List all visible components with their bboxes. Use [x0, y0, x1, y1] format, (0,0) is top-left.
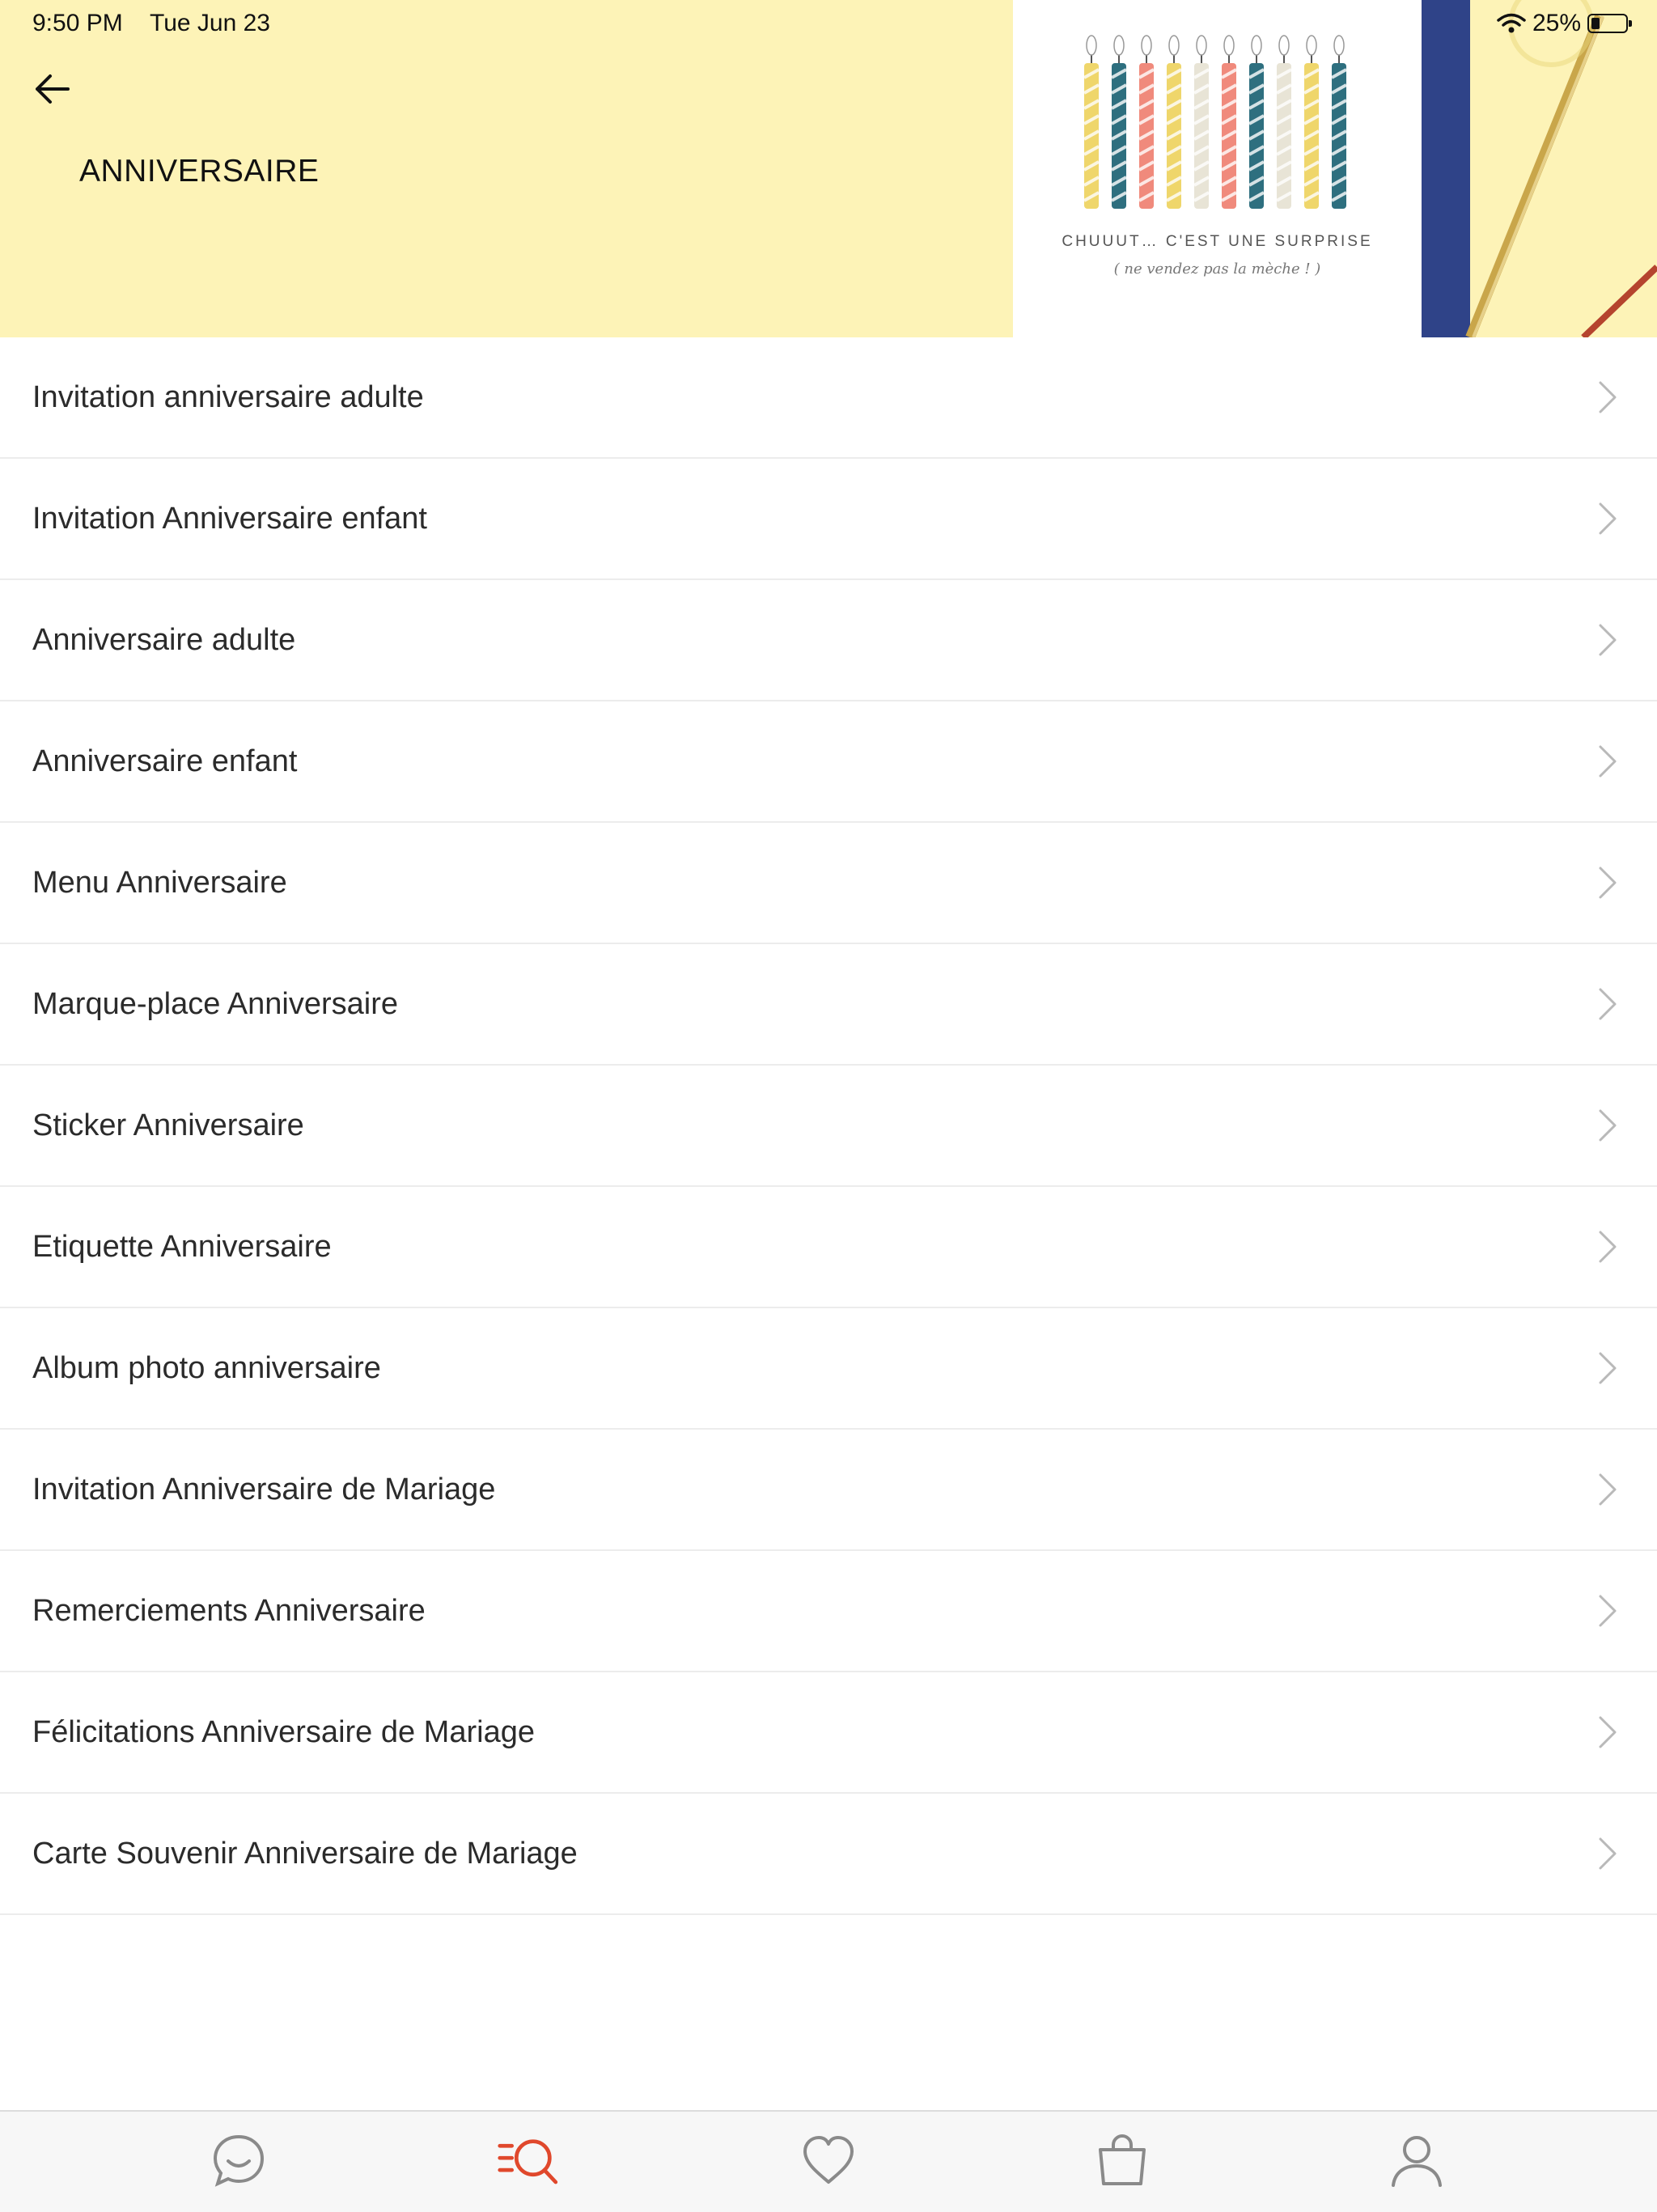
bottom-tab-bar	[0, 2110, 1657, 2212]
category-label: Invitation anniversaire adulte	[32, 379, 424, 414]
category-row[interactable]	[0, 1672, 1657, 1794]
back-button[interactable]	[28, 65, 76, 113]
category-label: Carte Souvenir Anniversaire de Mariage	[32, 1836, 578, 1871]
category-label: Anniversaire adulte	[32, 622, 296, 657]
category-list	[0, 337, 1657, 1915]
search-menu-icon	[497, 2132, 565, 2189]
category-row[interactable]	[0, 701, 1657, 823]
category-row[interactable]	[0, 1308, 1657, 1430]
chat-bubble-icon	[210, 2132, 267, 2189]
page-title: ANNIVERSAIRE	[79, 154, 320, 189]
chevron-right-icon	[1597, 1714, 1618, 1750]
battery-level	[1591, 18, 1600, 29]
chevron-right-icon	[1597, 1350, 1618, 1386]
category-label: Marque-place Anniversaire	[32, 986, 399, 1021]
profile-icon	[1388, 2132, 1445, 2189]
chevron-right-icon	[1597, 1593, 1618, 1629]
category-label: Invitation Anniversaire enfant	[32, 501, 427, 536]
banner-card-image	[1013, 0, 1422, 337]
heart-icon	[800, 2132, 857, 2189]
battery-icon	[1587, 14, 1628, 33]
arrow-left-icon	[32, 73, 71, 105]
banner-text-line2: ( ne vendez pas la mèche ! )	[1113, 261, 1321, 278]
category-row[interactable]	[0, 1794, 1657, 1915]
category-row[interactable]	[0, 823, 1657, 944]
chevron-right-icon	[1597, 744, 1618, 779]
category-row[interactable]	[0, 944, 1657, 1066]
chevron-right-icon	[1597, 622, 1618, 658]
status-time: 9:50 PM	[32, 10, 123, 36]
category-row[interactable]	[0, 1066, 1657, 1187]
category-row[interactable]	[0, 337, 1657, 459]
category-label: Félicitations Anniversaire de Mariage	[32, 1714, 535, 1749]
chevron-right-icon	[1597, 1229, 1618, 1265]
status-right	[1497, 10, 1628, 37]
battery-percent: 25%	[1532, 10, 1581, 36]
category-label: Remerciements Anniversaire	[32, 1593, 426, 1628]
category-label: Album photo anniversaire	[32, 1350, 381, 1385]
category-label: Menu Anniversaire	[32, 865, 287, 900]
category-label: Sticker Anniversaire	[32, 1108, 304, 1142]
chevron-right-icon	[1597, 1108, 1618, 1143]
chevron-right-icon	[1597, 1836, 1618, 1871]
category-row[interactable]	[0, 459, 1657, 580]
category-header	[0, 0, 1657, 337]
tab-chat[interactable]	[205, 2128, 273, 2193]
category-row[interactable]	[0, 580, 1657, 701]
tab-cart[interactable]	[1088, 2128, 1156, 2193]
wifi-icon	[1497, 13, 1526, 34]
category-row[interactable]	[0, 1430, 1657, 1551]
category-label: Invitation Anniversaire de Mariage	[32, 1472, 496, 1506]
category-label: Anniversaire enfant	[32, 744, 298, 778]
chevron-right-icon	[1597, 986, 1618, 1022]
tab-favorites[interactable]	[795, 2128, 862, 2193]
category-row[interactable]	[0, 1187, 1657, 1308]
tab-search[interactable]	[497, 2128, 565, 2193]
status-bar	[0, 0, 1657, 49]
category-row[interactable]	[0, 1551, 1657, 1672]
candles-illustration	[1078, 31, 1361, 217]
chevron-right-icon	[1597, 501, 1618, 536]
banner-text-line1: CHUUUT… C'EST UNE SURPRISE	[1062, 233, 1373, 250]
category-label: Etiquette Anniversaire	[32, 1229, 332, 1264]
chevron-right-icon	[1597, 379, 1618, 415]
envelope-pencil-decoration	[1422, 0, 1657, 337]
chevron-right-icon	[1597, 1472, 1618, 1507]
tab-account[interactable]	[1383, 2128, 1451, 2193]
status-date: Tue Jun 23	[150, 10, 270, 36]
shopping-bag-icon	[1094, 2132, 1151, 2189]
chevron-right-icon	[1597, 865, 1618, 900]
